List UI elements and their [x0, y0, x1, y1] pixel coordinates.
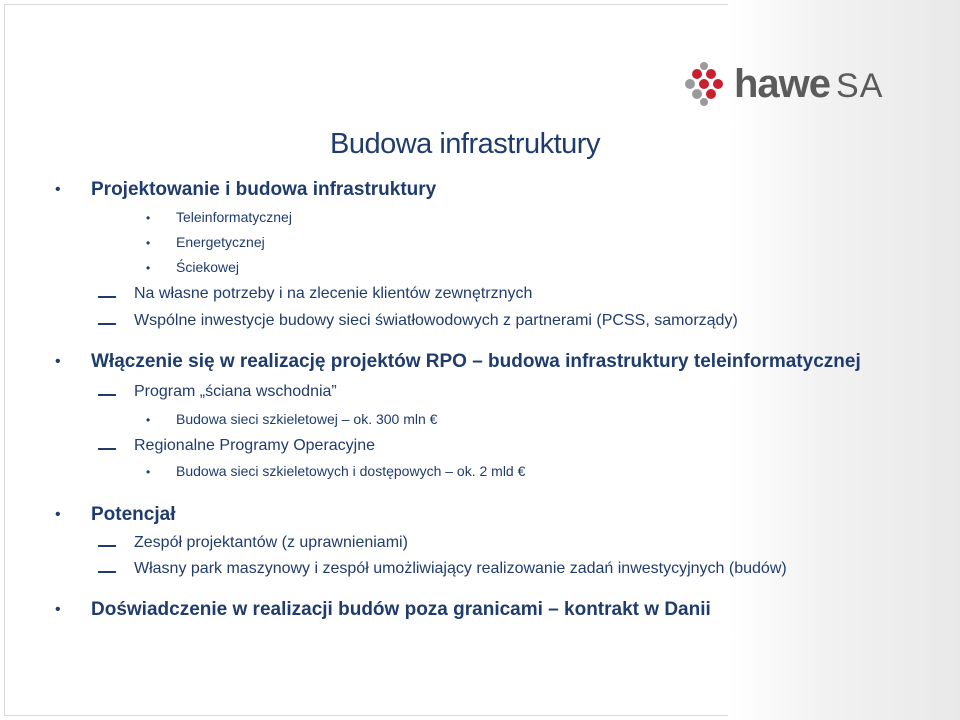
- list-bullet-marker: •: [146, 465, 151, 479]
- list-item-text: Zespół projektantów (z uprawnieniami): [134, 534, 408, 551]
- list-bullet-marker: •: [55, 506, 61, 523]
- list-dash-marker: [98, 296, 116, 298]
- list-bullet-marker: •: [146, 413, 151, 427]
- list-dash-marker: [98, 448, 116, 450]
- list-item-text: Doświadczenie w realizacji budów poza granicami – kontrakt w Danii: [91, 599, 711, 620]
- list-item-text: Ściekowej: [176, 259, 240, 275]
- list-item-text: Regionalne Programy Operacyjne: [134, 437, 376, 454]
- logo-text: hawe: [734, 62, 831, 106]
- list-dash-marker: [98, 571, 116, 573]
- list-bullet-marker: •: [146, 236, 151, 250]
- logo-suffix: SA: [836, 67, 884, 105]
- list-item-text: Potencjał: [91, 504, 176, 525]
- list-item-text: Energetycznej: [176, 234, 265, 250]
- list-item-text: Budowa sieci szkieletowych i dostępowych – ok. 2 mld €: [176, 463, 526, 479]
- list-item-text: Na własne potrzeby i na zlecenie klientów zewnętrznych: [134, 285, 533, 302]
- list-item-text: Włączenie się w realizację projektów RPO – budowa infrastruktury teleinformatycznej: [91, 351, 861, 372]
- list-dash-marker: [98, 394, 116, 396]
- list-item-text: Teleinformatycznej: [176, 209, 292, 225]
- slide-title: Budowa infrastruktury: [330, 128, 600, 160]
- list-dash-marker: [98, 323, 116, 325]
- list-item-text: Program „ściana wschodnia”: [134, 383, 337, 400]
- list-bullet-marker: •: [55, 353, 61, 370]
- list-dash-marker: [98, 545, 116, 547]
- list-item-text: Własny park maszynowy i zespół umożliwiający realizowanie zadań inwestycyjnych (budów): [134, 560, 787, 577]
- list-item-text: Wspólne inwestycje budowy sieci światłowodowych z partnerami (PCSS, samorządy): [134, 312, 738, 329]
- list-item-text: Budowa sieci szkieletowej – ok. 300 mln €: [176, 411, 438, 427]
- list-bullet-marker: •: [55, 601, 61, 618]
- list-bullet-marker: •: [146, 261, 151, 275]
- list-item-text: Projektowanie i budowa infrastruktury: [91, 179, 437, 200]
- list-bullet-marker: •: [146, 211, 151, 225]
- list-bullet-marker: •: [55, 181, 61, 198]
